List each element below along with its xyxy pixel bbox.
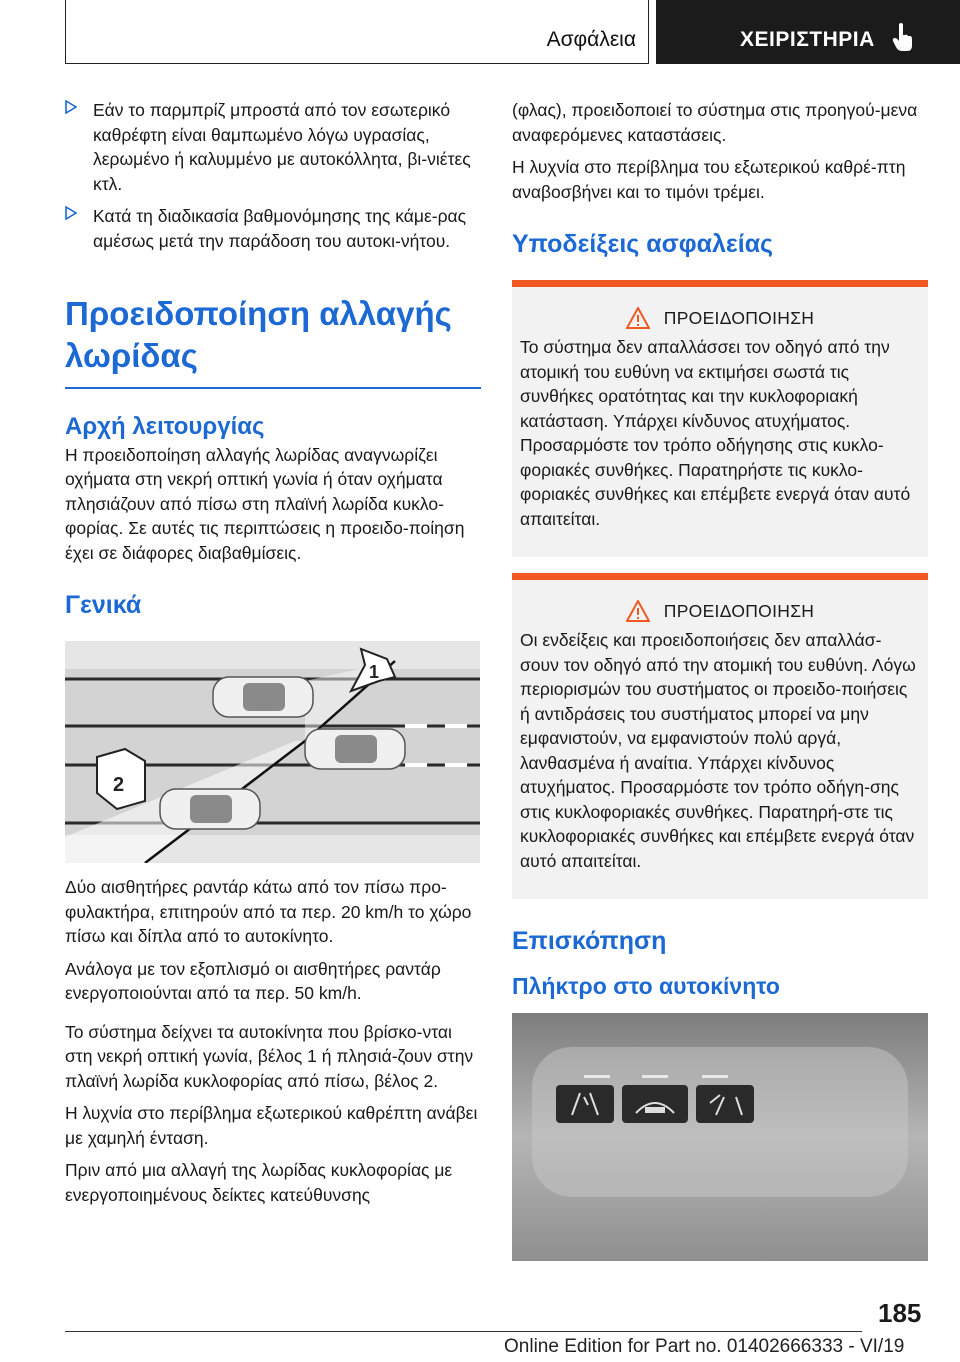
- collision-warning-button[interactable]: [622, 1085, 688, 1123]
- warning-box-2: [512, 573, 928, 899]
- triangle-bullet-icon: [65, 100, 77, 114]
- bullet-item: [65, 98, 481, 196]
- bullet-text: Κατά τη διαδικασία βαθμονόμησης της κάμε-ρας αμέσως μετά την παράδοση του αυτοκι-νήτου.: [93, 206, 467, 251]
- page-title: Προειδοποίηση αλλαγής λωρίδας: [65, 295, 452, 374]
- general-paragraph-3: Το σύστημα δείχνει τα αυτοκίνητα που βρίσκο-νται στη νεκρή οπτική γωνία, βέλος 1 ή πλησιά-ζουν στην πλαϊνή λωρίδα κυκλοφορίας από πίσω, βέλος 2.: [65, 1021, 474, 1091]
- arrow-1-label: 1: [369, 662, 380, 682]
- arrow-2: [97, 749, 145, 809]
- warning-triangle-icon: [626, 600, 650, 622]
- warning-bar: [512, 573, 928, 580]
- continued-paragraph-1: (φλας), προειδοποιεί το σύστημα στις προηγού-μενα αναφερόμενες καταστάσεις.: [512, 100, 918, 145]
- lane-keeping-button[interactable]: [556, 1085, 614, 1123]
- footer-divider: [65, 1331, 862, 1332]
- continued-paragraph-2: Η λυχνία στο περίβλημα του εξωτερικού καθρέ-πτη αναβοσβήνει και το τιμόνι τρέμει.: [512, 157, 906, 202]
- warning-bar: [512, 280, 928, 287]
- warning-text: Το σύστημα δεν απαλλάσσει τον οδηγό από την ατομική του ευθύνη να εκτιμήσει σωστά τις συνθήκες ορατότητας και την κυκλοφοριακή κατάσταση. Υπάρχει κίνδυνος ατυχήματος. Προσαρμόστε τον τρόπο οδήγησης στις κυκλο-φοριακές συνθήκες. Παρατηρήστε τις κυκλο-φοριακές συνθήκες και επέμβετε ενεργά όταν αυτό απαιτείται.: [520, 337, 911, 529]
- warning-box-1: [512, 280, 928, 557]
- button-heading: Πλήκτρο στο αυτοκίνητο: [512, 973, 780, 999]
- lane-change-warning-button[interactable]: [696, 1085, 754, 1123]
- warning-triangle-icon: [626, 307, 650, 329]
- hand-pointer-icon: [892, 22, 914, 52]
- car-bottom: [160, 789, 260, 829]
- header-section-title: Ασφάλεια: [546, 28, 636, 51]
- header-chapter-tab: [656, 0, 960, 64]
- warning-text: Οι ενδείξεις και προειδοποιήσεις δεν απαλλάσ-σουν τον οδηγό από την ατομική του ευθύνη. Λόγω περιορισμών του συστήματος οι προειδο-ποιήσεις ή αντιδράσεις του συστήματος μπορεί να μην εμφανιστούν, να εμφανιστούν πολύ αργά, λανθασμένα ή αναίτια. Υπάρχει κίνδυνος ατυχήματος. Προσαρμόστε τον τρόπο οδήγη-σης στις κυκλοφοριακές συνθήκες. Παρατηρή-στε τις κυκλοφοριακές συνθήκες και επέμβετε ενεργά όταν αυτό απαιτείται.: [520, 630, 916, 871]
- general-paragraph-1: Δύο αισθητήρες ραντάρ κάτω από τον πίσω προ-φυλακτήρα, επιτηρούν από τα περ. 20 km/h το χώρο πίσω και δίπλα από το αυτοκίνητο.: [65, 877, 472, 946]
- page-number: 185: [878, 1298, 922, 1328]
- triangle-bullet-icon: [65, 206, 77, 220]
- car-top: [213, 677, 313, 717]
- general-paragraph-4: Η λυχνία στο περίβλημα εξωτερικού καθρέπτη ανάβει με χαμηλή ένταση.: [65, 1103, 478, 1148]
- left-column: [65, 98, 481, 1207]
- button-panel-photo: [512, 1013, 928, 1261]
- edition-text: Online Edition for Part no. 01402666333 - VI/19: [504, 1336, 905, 1357]
- overview-heading: Επισκόπηση: [512, 927, 667, 955]
- header-chapter-title: ΧΕΙΡΙΣΤΗΡΙΑ: [740, 28, 875, 51]
- general-paragraph-5: Πριν από μια αλλαγή της λωρίδας κυκλοφορίας με ενεργοποιημένους δείκτες κατεύθυνσης: [65, 1160, 453, 1205]
- general-heading: Γενικά: [65, 591, 142, 619]
- warning-title: ΠΡΟΕΙΔΟΠΟΙΗΣΗ: [663, 307, 815, 328]
- car-middle: [305, 729, 405, 769]
- button-panel-illustration: [512, 1013, 928, 1261]
- bullet-text: Εάν το παρμπρίζ μπροστά από τον εσωτερικό καθρέφτη είναι θαμπωμένο λόγω υγρασίας, λερωμένο ή καλυμμένο με αυτοκόλλητα, βι-νιέτες κτλ.: [93, 100, 471, 194]
- header-section-box: [65, 0, 649, 64]
- function-text: Η προειδοποίηση αλλαγής λωρίδας αναγνωρίζει οχήματα στη νεκρή οπτική γωνία ή όταν οχήματα πλησιάζουν από πίσω στη πλαϊνή λωρίδα κυκλο-φορίας. Σε αυτές τις περιπτώσεις η προειδο-ποίηση έχει σε διάφορες διαβαθμίσεις.: [65, 444, 465, 563]
- safety-heading: Υποδείξεις ασφαλείας: [512, 230, 774, 258]
- warning-title: ΠΡΟΕΙΔΟΠΟΙΗΣΗ: [663, 600, 815, 621]
- general-paragraph-2: Ανάλογα με τον εξοπλισμό οι αισθητήρες ραντάρ ενεργοποιούνται από τα περ. 50 km/h.: [65, 958, 441, 1003]
- right-column: [512, 98, 928, 1261]
- bullet-item: [65, 204, 481, 253]
- lane-diagram-illustration: [65, 641, 480, 863]
- function-heading: Αρχή λειτουργίας: [65, 412, 265, 440]
- arrow-2-label: 2: [113, 774, 125, 796]
- lane-change-figure: [65, 641, 480, 863]
